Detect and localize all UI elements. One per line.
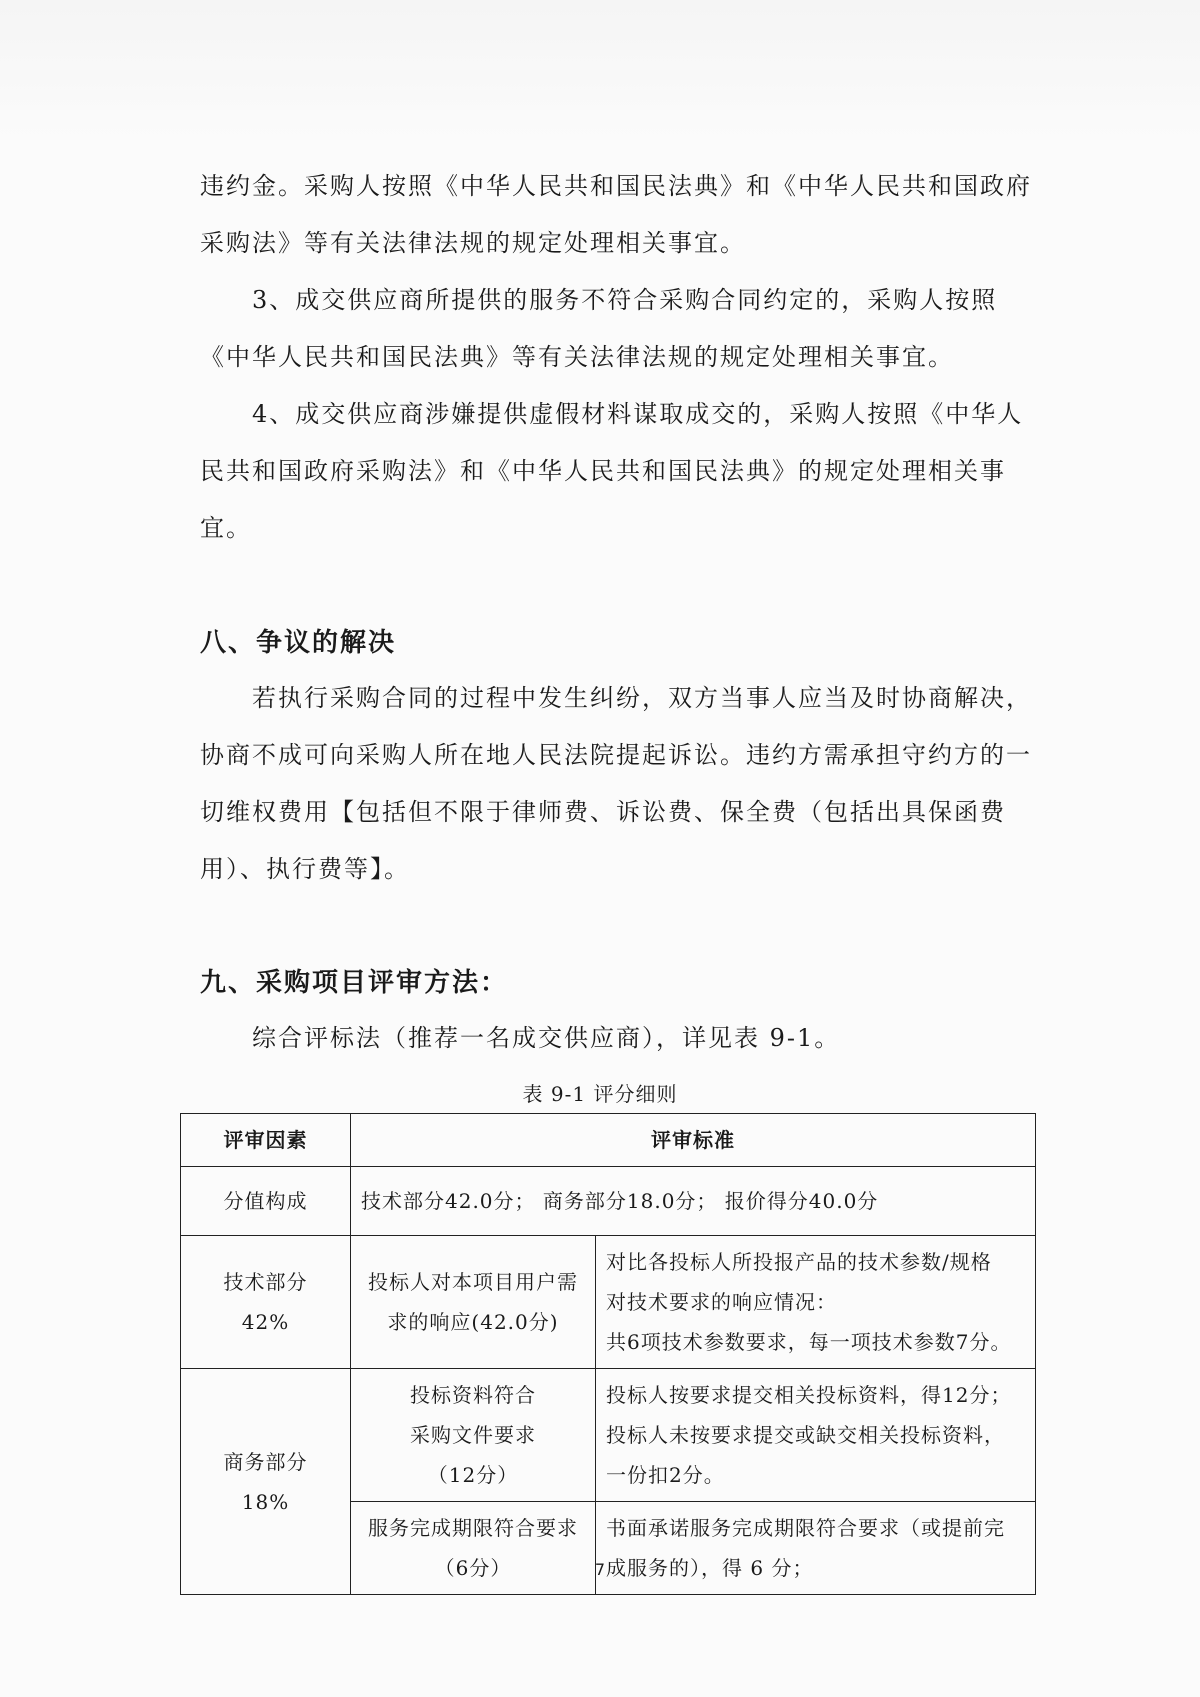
business-docs-desc xyxy=(596,1369,1036,1502)
paragraph-dispute: 若执行采购合同的过程中发生纠纷，双方当事人应当及时协商解决，协商不成可向采购人所在地人民法院提起诉讼。违约方需承担守约方的一切维权费用【包括但不限于律师费、诉讼费、保全费（包括出具保函费用）、执行费等】。 xyxy=(200,684,1032,883)
business-desc-line: 一份扣2分。 xyxy=(606,1463,725,1487)
business-item-line: 服务完成期限符合要求 xyxy=(368,1516,578,1540)
paragraph-evaluation: 综合评标法（推荐一名成交供应商），详见表 9-1。 xyxy=(252,1024,841,1052)
business-desc-line: 书面承诺服务完成期限符合要求（或提前完 xyxy=(606,1516,1005,1540)
page-number: 7 xyxy=(594,1560,606,1579)
business-desc-line: 投标人按要求提交相关投标资料，得12分； xyxy=(606,1383,1012,1407)
business-deadline-desc xyxy=(596,1502,1036,1595)
business-item-deadline xyxy=(351,1502,596,1595)
tech-desc-line: 对技术要求的响应情况： xyxy=(606,1290,837,1314)
paragraph-clause-4: 4、成交供应商涉嫌提供虚假材料谋取成交的，采购人按照《中华人民共和国政府采购法》和《中华人民共和国民法典》的规定处理相关事宜。 xyxy=(200,400,1024,542)
header-standard: 评审标准 xyxy=(351,1114,1036,1167)
table-header-row xyxy=(181,1114,1036,1167)
business-label: 商务部分 xyxy=(223,1449,308,1474)
business-item-line: 投标资料符合 xyxy=(410,1383,536,1407)
tech-desc xyxy=(596,1236,1036,1369)
business-desc-line: 成服务的），得 6 分； xyxy=(606,1556,814,1580)
table-row xyxy=(181,1236,1036,1369)
tech-desc-line: 对比各投标人所投报产品的技术参数/规格 xyxy=(606,1250,992,1274)
tech-percent: 42% xyxy=(241,1310,290,1334)
tech-desc-line: 共6项技术参数要求，每一项技术参数7分。 xyxy=(606,1330,1012,1354)
tech-cell xyxy=(181,1236,351,1369)
section-heading-dispute: 八、争议的解决 xyxy=(200,628,397,658)
section-heading-evaluation: 九、采购项目评审方法： xyxy=(200,968,509,998)
table-row xyxy=(181,1167,1036,1236)
business-desc-line: 投标人未按要求提交或缺交相关投标资料， xyxy=(606,1423,1005,1447)
business-item-line: （12分） xyxy=(427,1463,519,1487)
header-factor: 评审因素 xyxy=(181,1114,351,1167)
tech-label: 技术部分 xyxy=(223,1270,308,1294)
paragraph-clause-3: 3、成交供应商所提供的服务不符合采购合同约定的，采购人按照《中华人民共和国民法典》等有关法律法规的规定处理相关事宜。 xyxy=(200,286,998,371)
scoring-table xyxy=(180,1113,1036,1595)
composition-value: 技术部分42.0分； 商务部分18.0分； 报价得分40.0分 xyxy=(351,1167,1036,1236)
business-item-line: 采购文件要求 xyxy=(410,1423,536,1447)
composition-label: 分值构成 xyxy=(181,1167,351,1236)
scan-artifact xyxy=(0,0,1200,140)
paragraph-penalty: 违约金。采购人按照《中华人民共和国民法典》和《中华人民共和国政府采购法》等有关法律法规的规定处理相关事宜。 xyxy=(200,172,1032,257)
business-percent: 18% xyxy=(241,1489,290,1514)
tech-item: 投标人对本项目用户需求的响应(42.0分) xyxy=(351,1236,596,1369)
business-item-line: （6分） xyxy=(434,1556,512,1580)
business-item-docs xyxy=(351,1369,596,1502)
table-caption: 表 9-1 评分细则 xyxy=(522,1082,678,1106)
table-row xyxy=(181,1369,1036,1502)
